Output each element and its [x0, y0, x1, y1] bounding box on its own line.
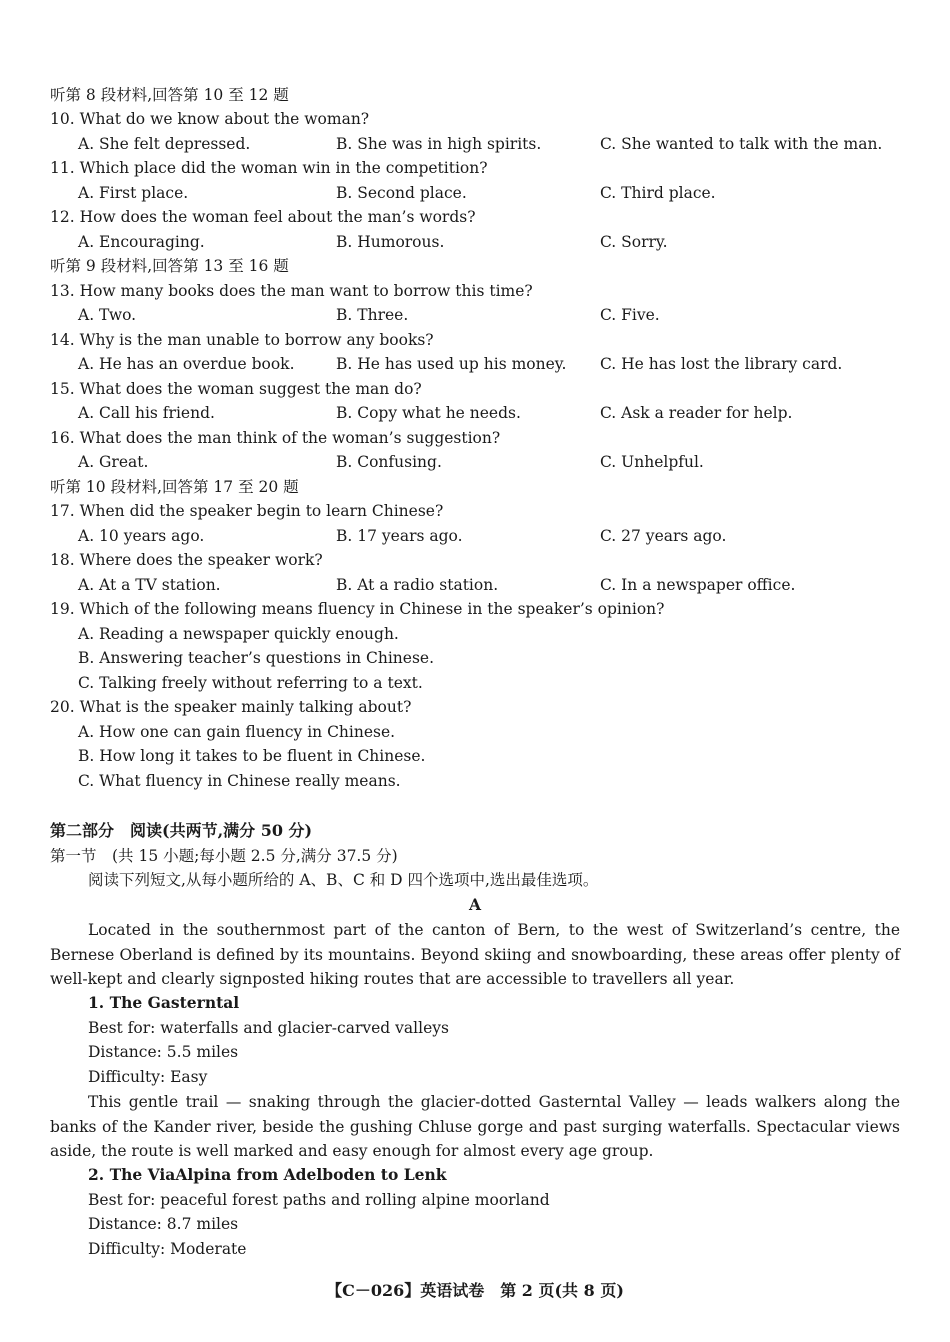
q17-option-c: C. 27 years ago. — [600, 527, 727, 545]
q17-option-a: A. 10 years ago. — [78, 527, 205, 545]
q11-option-c: C. Third place. — [600, 184, 716, 202]
question-18: 18. Where does the speaker work? — [50, 551, 323, 569]
question-11: 11. Which place did the woman win in the competition? — [50, 159, 488, 177]
q14-option-b: B. He has used up his money. — [336, 355, 567, 373]
route-1-best-for: Best for: waterfalls and glacier-carved valleys — [88, 1019, 449, 1037]
q15-option-b: B. Copy what he needs. — [336, 404, 521, 422]
page-footer: 【C－026】英语试卷 第 2 页(共 8 页) — [326, 1281, 624, 1300]
q10-option-b: B. She was in high spirits. — [336, 135, 542, 153]
passage-letter: A — [468, 895, 482, 914]
route-1-difficulty: Difficulty: Easy — [88, 1068, 208, 1086]
listening-section-9: 听第 9 段材料,回答第 13 至 16 题 — [50, 257, 289, 275]
q11-option-b: B. Second place. — [336, 184, 467, 202]
q14-option-a: A. He has an overdue book. — [78, 355, 295, 373]
route-2-best-for: Best for: peaceful forest paths and rolling alpine moorland — [88, 1191, 550, 1209]
question-14: 14. Why is the man unable to borrow any books? — [50, 331, 434, 349]
reading-instructions: 阅读下列短文,从每小题所给的 A、B、C 和 D 四个选项中,选出最佳选项。 — [88, 871, 599, 889]
q17-option-b: B. 17 years ago. — [336, 527, 463, 545]
listening-section-8: 听第 8 段材料,回答第 10 至 12 题 — [50, 86, 289, 104]
q12-option-a: A. Encouraging. — [78, 233, 205, 251]
q13-option-b: B. Three. — [336, 306, 409, 324]
question-13: 13. How many books does the man want to borrow this time? — [50, 282, 533, 300]
question-17: 17. When did the speaker begin to learn Chinese? — [50, 502, 444, 520]
q11-option-a: A. First place. — [78, 184, 189, 202]
q19-option-a: A. Reading a newspaper quickly enough. — [78, 625, 399, 643]
q14-option-c: C. He has lost the library card. — [600, 355, 843, 373]
question-12: 12. How does the woman feel about the man’s words? — [50, 208, 476, 226]
q16-option-b: B. Confusing. — [336, 453, 442, 471]
route-2-title: 2. The ViaAlpina from Adelboden to Lenk — [88, 1165, 447, 1184]
question-19: 19. Which of the following means fluency in Chinese in the speaker’s opinion? — [50, 600, 665, 618]
q19-option-c: C. Talking freely without referring to a text. — [78, 674, 423, 692]
question-10: 10. What do we know about the woman? — [50, 110, 370, 128]
route-2-distance: Distance: 8.7 miles — [88, 1215, 239, 1233]
section-one-title: 第一节 (共 15 小题;每小题 2.5 分,满分 37.5 分) — [50, 847, 398, 865]
q20-option-a: A. How one can gain fluency in Chinese. — [78, 723, 396, 741]
q12-option-b: B. Humorous. — [336, 233, 445, 251]
q12-option-c: C. Sorry. — [600, 233, 668, 251]
question-20: 20. What is the speaker mainly talking about? — [50, 698, 412, 716]
q19-option-b: B. Answering teacher’s questions in Chinese. — [78, 649, 435, 667]
q16-option-a: A. Great. — [78, 453, 149, 471]
q18-option-c: C. In a newspaper office. — [600, 576, 796, 594]
q15-option-c: C. Ask a reader for help. — [600, 404, 793, 422]
q20-option-c: C. What fluency in Chinese really means. — [78, 772, 401, 790]
q18-option-b: B. At a radio station. — [336, 576, 499, 594]
listening-section-10: 听第 10 段材料,回答第 17 至 20 题 — [50, 478, 299, 496]
q18-option-a: A. At a TV station. — [78, 576, 221, 594]
q10-option-a: A. She felt depressed. — [78, 135, 251, 153]
q15-option-a: A. Call his friend. — [78, 404, 215, 422]
question-16: 16. What does the man think of the woman’s suggestion? — [50, 429, 501, 447]
passage-intro: Located in the southernmost part of the canton of Bern, to the west of Switzerland’s centre, the Bernese Oberland is defined by its mountains. Beyond skiing and snowboarding, these areas offer plenty of well-kept and clearly signposted hiking routes that are accessible to travellers all year. — [50, 921, 900, 988]
q13-option-a: A. Two. — [78, 306, 137, 324]
part-two-title: 第二部分 阅读(共两节,满分 50 分) — [50, 821, 313, 840]
route-2-difficulty: Difficulty: Moderate — [88, 1240, 247, 1258]
route-1-description: This gentle trail — snaking through the glacier-dotted Gasterntal Valley — leads walkers along the banks of the Kander river, beside the gushing Chluse gorge and past surging waterfalls. Spectacular views aside, the route is well marked and easy enough for almost every age group. — [50, 1093, 900, 1160]
q16-option-c: C. Unhelpful. — [600, 453, 704, 471]
q10-option-c: C. She wanted to talk with the man. — [600, 135, 883, 153]
route-1-title: 1. The Gasterntal — [88, 993, 240, 1012]
q20-option-b: B. How long it takes to be fluent in Chinese. — [78, 747, 426, 765]
route-1-distance: Distance: 5.5 miles — [88, 1043, 239, 1061]
question-15: 15. What does the woman suggest the man do? — [50, 380, 422, 398]
q13-option-c: C. Five. — [600, 306, 660, 324]
